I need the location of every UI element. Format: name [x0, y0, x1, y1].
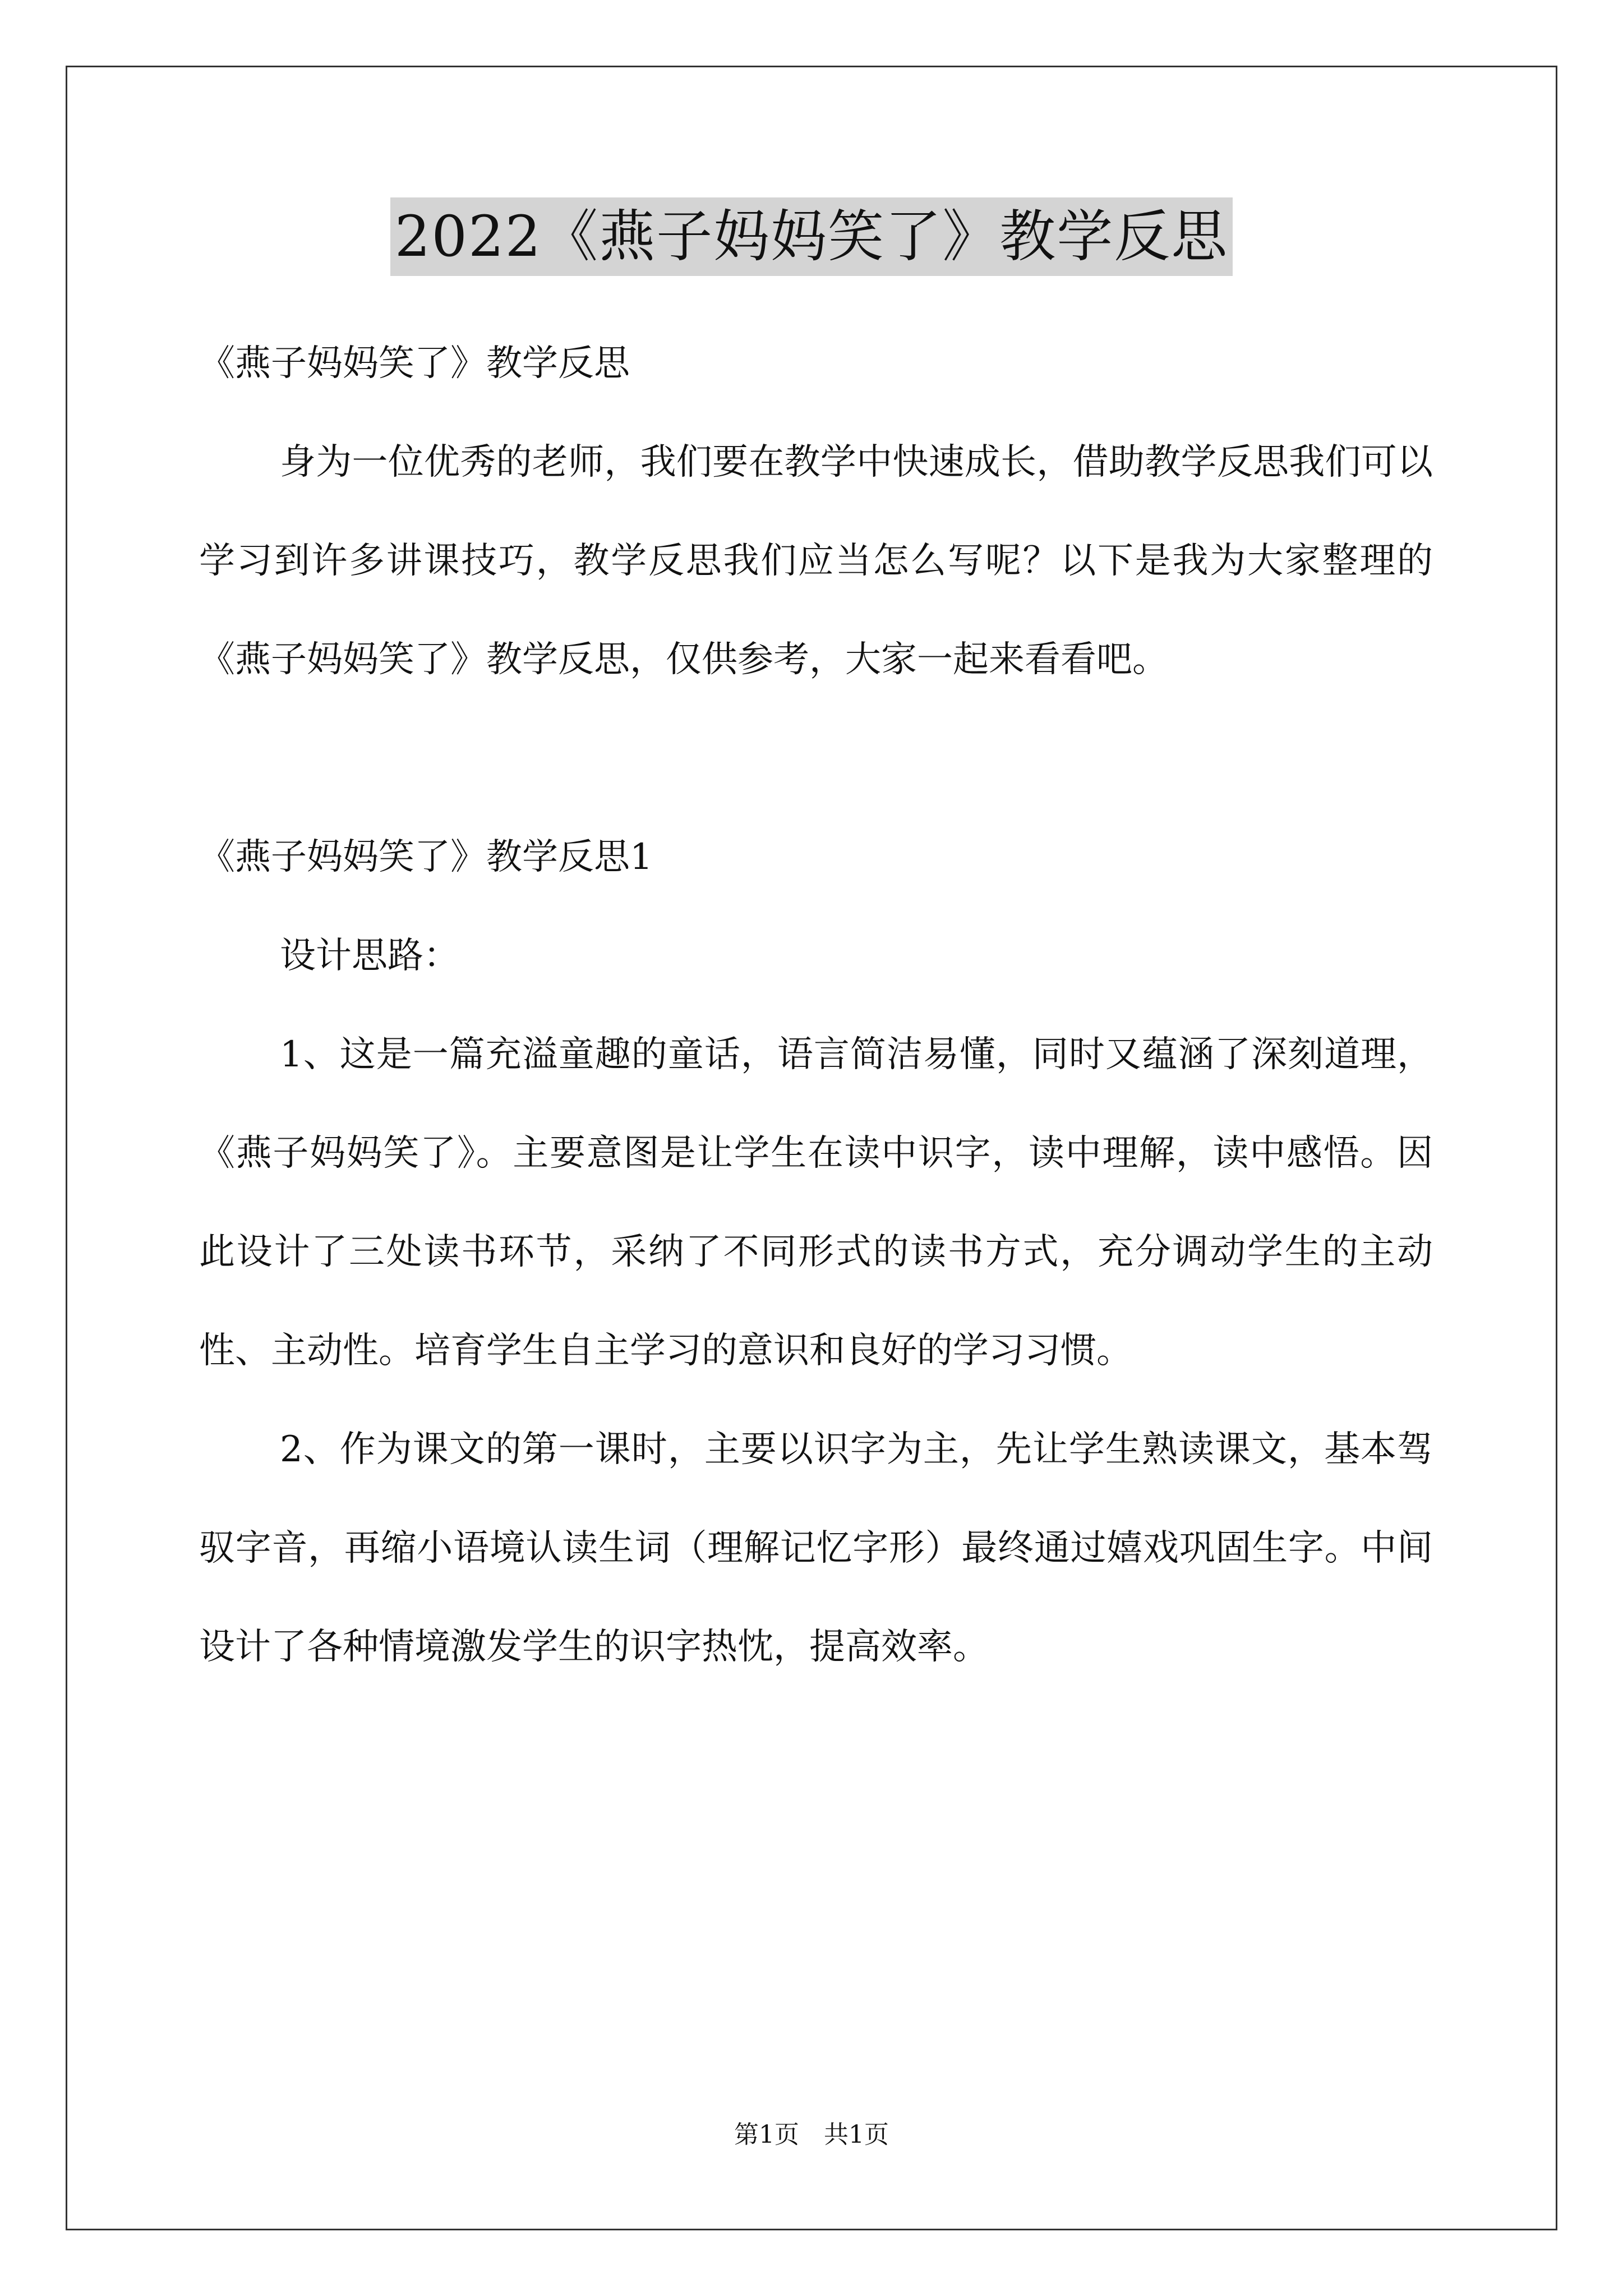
paragraph-gap — [199, 709, 1433, 808]
page-footer — [0, 2118, 1623, 2152]
point-2-paragraph: 2、作为课文的第一课时，主要以识字为主，先让学生熟读课文，基本驾驭字音，再缩小语境认读生词（理解记忆字形）最终通过嬉戏巩固生字。中间设计了各种情境激发学生的识字热忱，提高效率。 — [199, 1429, 1433, 1668]
title-area — [0, 197, 1623, 276]
point-1-paragraph: 1、这是一篇充溢童趣的童话，语言简洁易懂，同时又蕴涵了深刻道理，《燕子妈妈笑了》。主要意图是让学生在读中识字，读中理解，读中感悟。因此设计了三处读书环节，采纳了不同形式的读书方式，充分调动学生的主动性、主动性。培育学生自主学习的意识和良好的学习习惯。 — [199, 1034, 1433, 1372]
page-number-current: 第1页 — [734, 2120, 799, 2149]
design-label: 设计思路： — [280, 935, 459, 977]
subtitle: 《燕子妈妈笑了》教学反思 — [199, 343, 630, 384]
intro-paragraph: 身为一位优秀的老师，我们要在教学中快速成长，借助教学反思我们可以学习到许多讲课技巧，教学反思我们应当怎么写呢？以下是我为大家整理的《燕子妈妈笑了》教学反思，仅供参考，大家一起来看看吧。 — [199, 441, 1433, 680]
document-title: 2022《燕子妈妈笑了》教学反思 — [390, 197, 1233, 276]
document-body — [199, 314, 1433, 1696]
section-heading: 《燕子妈妈笑了》教学反思1 — [199, 836, 653, 878]
page-number-total: 共1页 — [824, 2120, 889, 2149]
